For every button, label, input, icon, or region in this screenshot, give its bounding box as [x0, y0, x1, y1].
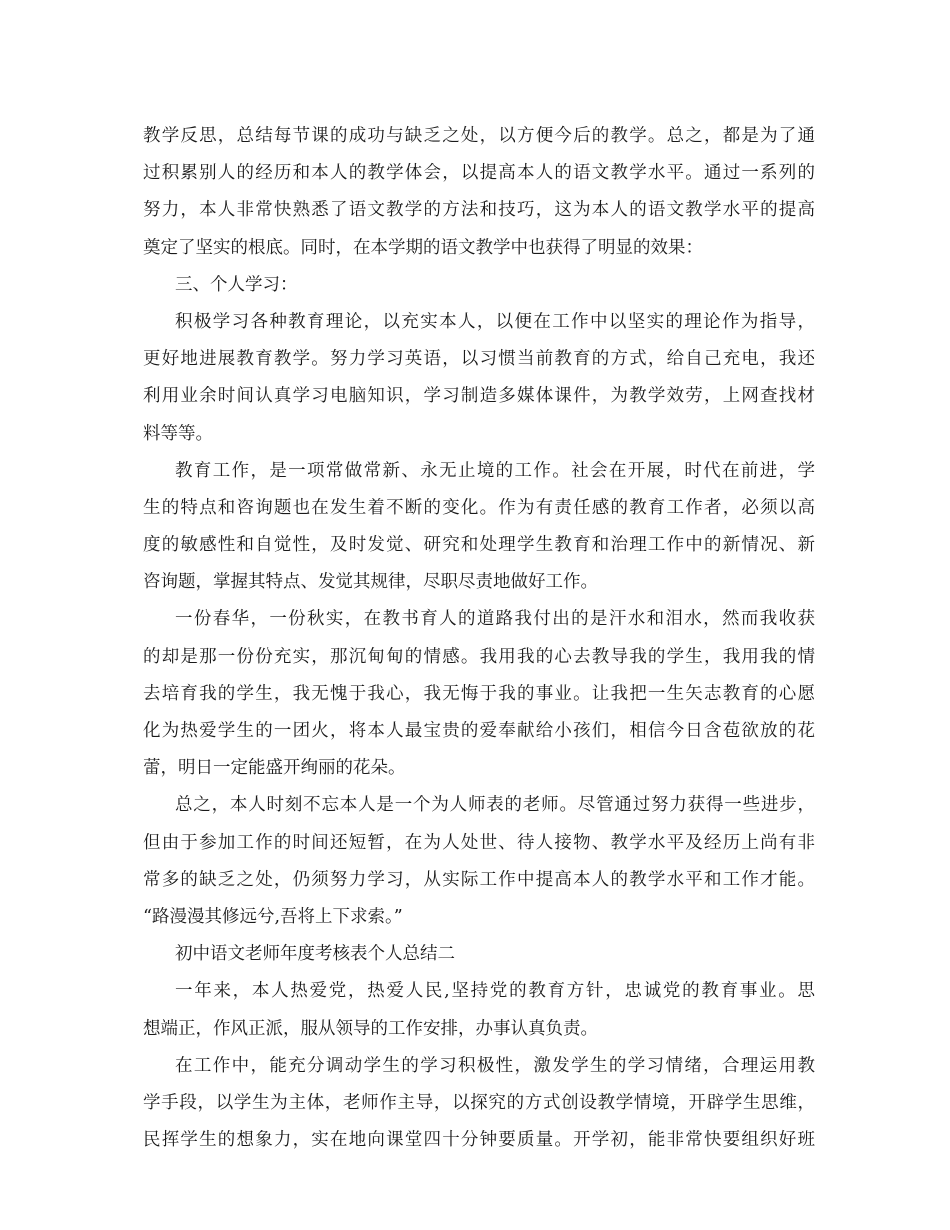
text-line: 积极学习各种教育理论，以充实本人，以便在工作中以坚实的理论作为指导，: [175, 311, 815, 332]
text-line: 教学反思，总结每节课的成功与缺乏之处，以方便今后的教学。总之，都是为了通: [143, 126, 815, 146]
text-line: 度的敏感性和自觉性，及时发觉、研究和处理学生教育和治理工作中的新情况、新: [143, 535, 815, 556]
text-line: 初中语文老师年度考核表个人总结二: [175, 944, 455, 965]
text-line: 利用业余时间认真学习电脑知识，学习制造多媒体课件，为教学效劳，上网查找材: [143, 386, 815, 407]
text-line: 料等等。: [143, 423, 213, 444]
text-line: 三、个人学习：: [175, 274, 298, 295]
text-line: “路漫漫其修远兮,吾将上下求索。”: [143, 906, 403, 927]
text-line: 教育工作，是一项常做常新、永无止境的工作。社会在开展，时代在前进，学: [175, 460, 815, 481]
text-line: 生的特点和咨询题也在发生着不断的变化。作为有责任感的教育工作者，必须以高: [143, 497, 815, 518]
text-line: 一年来，本人热爱党，热爱人民,坚持党的教育方针，忠诚党的教育事业。思: [175, 981, 815, 1002]
text-line: 更好地进展教育教学。努力学习英语，以习惯当前教育的方式，给自己充电，我还: [143, 349, 815, 370]
text-line: 去培育我的学生，我无愧于我心，我无悔于我的事业。让我把一生矢志教育的心愿: [143, 683, 815, 704]
text-line: 想端正，作风正派，服从领导的工作安排，办事认真负责。: [143, 1018, 598, 1039]
text-line: 常多的缺乏之处，仍须努力学习，从实际工作中提高本人的教学水平和工作才能。: [143, 869, 815, 890]
text-line: 民挥学生的想象力，实在地向课堂四十分钟要质量。开学初，能非常快要组织好班: [143, 1130, 815, 1151]
text-line: 努力，本人非常快熟悉了语文教学的方法和技巧，这为本人的语文教学水平的提高: [143, 200, 815, 221]
text-line: 蕾，明日一定能盛开绚丽的花朵。: [143, 758, 406, 779]
text-line: 一份春华，一份秋实，在教书育人的道路我付出的是汗水和泪水，然而我收获: [175, 609, 815, 630]
text-line: 总之，本人时刻不忘本人是一个为人师表的老师。尽管通过努力获得一些进步，: [175, 795, 815, 816]
text-line: 的却是那一份份充实，那沉甸甸的情感。我用我的心去教导我的学生，我用我的情: [143, 646, 815, 667]
text-line: 但由于参加工作的时间还短暂，在为人处世、待人接物、教学水平及经历上尚有非: [143, 832, 815, 853]
text-line: 奠定了坚实的根底。同时，在本学期的语文教学中也获得了明显的效果：: [143, 237, 703, 258]
text-line: 化为热爱学生的一团火，将本人最宝贵的爱奉献给小孩们，相信今日含苞欲放的花: [143, 721, 815, 741]
text-line: 在工作中，能充分调动学生的学习积极性，激发学生的学习情绪，合理运用教: [175, 1055, 815, 1076]
document-body: [143, 118, 815, 1159]
text-line: 咨询题，掌握其特点、发觉其规律，尽职尽责地做好工作。: [143, 572, 598, 593]
text-line: 学手段，以学生为主体，老师作主导，以探究的方式创设教学情境，开辟学生思维，: [143, 1092, 815, 1113]
text-line: 过积累别人的经历和本人的教学体会，以提高本人的语文教学水平。通过一系列的: [143, 163, 815, 184]
